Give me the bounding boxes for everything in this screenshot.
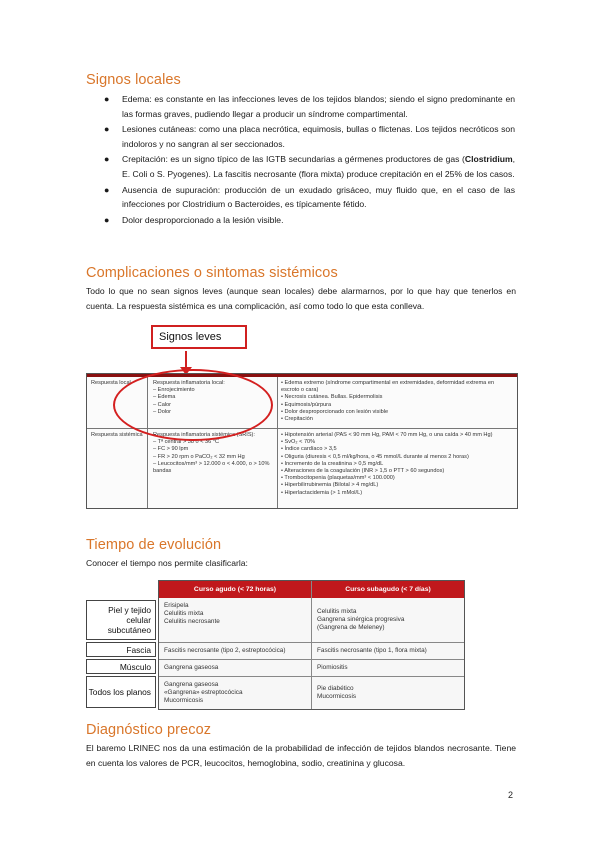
cell-line: Gangrena gaseosa [164,664,219,671]
list-item [100,152,515,181]
signos-leves-callout: Signos leves [151,325,247,349]
cell-line: • Edema extremo (síndrome compartimental en extremidades, deformidad extrema en escroto o cara) [281,380,495,394]
table-divider [277,377,278,508]
cell-line: – Dolor [153,408,172,415]
cell-line: (Gangrena de Meleney) [317,624,385,631]
highlight-ellipse [113,369,273,441]
list-item-text: Dolor desproporcionado a la lesión visible. [122,214,284,225]
complicaciones-paragraph: Todo lo que no sean signos leves (aunque sean locales) debe alarmarnos, por lo que hay que tenerlos en cuenta. La respuesta sistémica es una complicación, así como todo lo que esta conlleva. [86,286,516,311]
cell-line: Fascitis necrosante (tipo 2, estreptocócica) [164,647,286,654]
cell-line: • Hiperlactacidemia (> 1 mMol/L) [281,489,363,496]
section-title-diagnostico: Diagnóstico precoz [86,722,212,738]
row-label-respuesta-local: Respuesta local [91,380,131,386]
bullet-icon: ● [104,214,110,225]
cell-line: – Tª central > 38 o < 36 °C [153,439,220,446]
cell-line: • Oliguria (diuresis < 0,5 ml/kg/hora, o 45 mmol/L durante al menos 2 horas) [281,453,469,460]
table-cell [164,681,309,705]
tiempo-evolucion-table [86,580,465,710]
bullet-icon: ● [104,124,110,135]
cell-line: • SvO₂ < 70% [281,439,316,446]
signos-leves-figure [86,321,518,509]
cell-line: • Trombocitopenia (plaquetas/mm³ < 100.000) [281,475,395,482]
diagnostico-paragraph: El baremo LRINEC nos da una estimación de la probabilidad de infección de tejidos blandos necrosante. Tiene en cuenta los valores de PCR, leucocitos, hemoglobina, sodio, creatinina y glucosa. [86,743,516,768]
cell-line: • Índice cardíaco > 3,5 [281,446,337,453]
table-divider [311,581,312,709]
row-label-todos: Todos los planos [86,676,156,708]
table-cell [164,602,309,626]
section-title-tiempo-evolucion: Tiempo de evolución [86,537,222,553]
list-item-text: Lesiones cutáneas: como una placa necrótica, equimosis, bullas o flictenas. Los tejidos necróticos son indoloros y no sangran al ser seccionados. [122,124,515,149]
cell-line: – Leucocitos/mm³ > 12.000 o < 4.000, o > 10% bandas [153,460,270,475]
header-curso-subagudo: Curso subagudo (< 7 días) [312,581,464,598]
cell-line: Celulitis mixta [317,608,357,615]
bullet-icon: ● [104,94,110,104]
list-item [100,183,515,212]
cell-line: – FC > 90 lpm [153,446,189,453]
table-cell [317,647,462,655]
cell-line: Respuesta inflamatoria sistémica (SRIS): [153,432,255,438]
bullet-icon: ● [104,184,110,195]
respuesta-local-severe [281,380,513,423]
row-label-respuesta-sistemica: Respuesta sistémica [91,432,143,438]
table-cell [317,685,462,701]
cell-line: Erisipela [164,602,189,609]
evolucion-grid [158,580,465,710]
cell-line: • Incremento de la creatinina > 0,5 mg/dL [281,460,384,467]
cell-line: Fascitis necrosante (tipo 1, flora mixta) [317,647,427,654]
table-cell [317,664,462,672]
cell-line: Pie diabético [317,685,354,692]
row-label-fascia: Fascia [86,642,156,657]
cell-line: Celulitis necrosante [164,618,220,625]
table-cell [317,608,462,632]
cell-line: • Dolor desproporcionado con lesión visible [281,408,389,415]
section-title-complicaciones: Complicaciones o sintomas sistémicos [86,265,338,281]
list-item [100,122,515,151]
cell-line: • Hipotensión arterial (PAS < 90 mm Hg, PAM < 70 mm Hg, o una caída > 40 mm Hg) [281,432,493,438]
list-item-text: Crepitación: es un signo típico de las IGTB secundarias a gérmenes productores de gas (Clostridium, E. Coli o S. Pyogenes). La fascitis necrosante (flora mixta) produce crepitación en el 25% de los casos. [122,154,515,179]
cell-line: • Equimosis/púrpura [281,401,332,408]
sistemica-severe [281,432,515,497]
table-divider [159,659,464,660]
page-number: 2 [508,790,514,800]
cell-line: Celulitis mixta [164,610,204,617]
row-label-piel: Piel y tejido celular subcutáneo [86,600,156,640]
cell-line: • Alteraciones de la coagulación (INR > 1,5 o PTT > 60 segundos) [281,468,445,475]
cell-line: • Crepitación [281,416,313,423]
header-curso-agudo: Curso agudo (< 72 horas) [159,581,311,598]
list-item-text: Edema: es constante en las infecciones leves de los tejidos blandos; siendo el signo predominante en las formas graves, pudiendo llegar a producir un síndrome compartimental. [122,94,515,119]
bullet-icon: ● [104,154,110,165]
cell-line: – FR > 20 rpm o PaCO₂ < 32 mm Hg [153,453,245,460]
cell-line: Gangrena gaseosa [164,681,219,688]
cell-line: • Hiperbilirrubinemia (Bilotal > 4 mg/dL) [281,482,379,489]
table-cell [164,664,309,672]
table-divider [159,642,464,643]
bold-term: Clostridium [464,154,513,165]
table-divider [159,676,464,677]
section-title-signos-locales: Signos locales [86,72,181,88]
list-item-text: Ausencia de supuración: producción de un exudado grisáceo, muy fluido que, en el caso de las infecciones por Clostridium o Bacteroides, es típicamente fétido. [122,184,515,210]
table-cell [164,647,309,655]
list-item [100,213,515,228]
cell-line: Mucormicosis [164,697,204,704]
cell-line: Respuesta inflamatoria local: [153,380,225,386]
cell-line: Mucormicosis [317,693,357,700]
cell-line: – Calor [153,401,172,408]
cell-line: – Enrojecimiento [153,387,195,394]
cell-line: «Gangrena» estreptocócica [164,689,243,696]
cell-line: – Edema [153,394,176,401]
cell-line: Gangrena sinérgica progresiva [317,616,405,623]
cell-line: • Necrosis cutánea. Bullas. Epidermolisis [281,394,383,401]
tiempo-paragraph: Conocer el tiempo nos permite clasificarla: [86,558,248,568]
signos-locales-list [100,92,515,228]
row-label-musculo: Músculo [86,659,156,674]
list-item [100,92,515,121]
cell-line: Piomiositis [317,664,348,671]
